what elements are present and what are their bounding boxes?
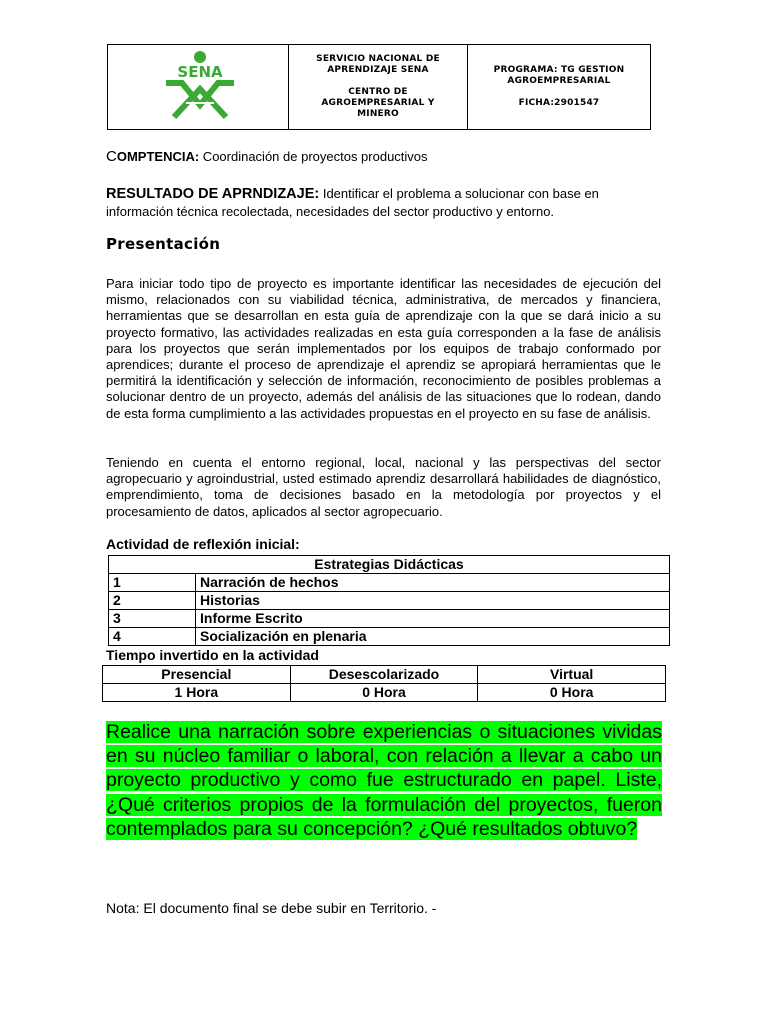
strategies-header: Estrategias Didácticas	[109, 556, 670, 574]
note-text: Nota: El documento final se debe subir en Territorio. -	[106, 900, 437, 916]
table-row	[109, 628, 670, 646]
time-value-presencial: 1 Hora	[103, 684, 291, 702]
institution-line-2: APRENDIZAJE SENA	[327, 65, 429, 75]
activity-title: Actividad de reflexión inicial:	[106, 536, 300, 552]
paragraph-1: Para iniciar todo tipo de proyecto es importante identificar las necesidades de ejecución del mismo, relacionados con su viabilidad técnica, administrativa, de mercados y financiera, herramientas que se desarrollan en esta guía de aprendizaje con la que se dará inicio a su proyecto formativo, las actividades realizadas en esta guía corresponden a la fase de análisis para los proyectos que serán implementados por los equipos de trabajo conformado por aprendices; durante el proceso de aprendizaje el aprendiz se apropiará herramientas que le permitirá la identificación y selección de información, reconocimiento de posibles problemas a solucionar dentro de un proyecto, además del análisis de las situaciones que lo rodean, dando de esta forma cumplimiento a las actividades propuestas en el proyecto en su fase de análisis.	[106, 276, 661, 421]
table-row	[109, 610, 670, 628]
table-row	[109, 574, 670, 592]
header-table	[107, 44, 651, 130]
time-title: Tiempo invertido en la actividad	[106, 647, 319, 663]
resultado-line	[106, 185, 666, 221]
sena-logo-icon	[160, 49, 240, 121]
program-cell	[468, 45, 651, 130]
strategy-name: Narración de hechos	[196, 574, 670, 592]
program-line-2: AGROEMPRESARIAL	[507, 76, 611, 86]
time-header-virtual: Virtual	[478, 666, 666, 684]
logo-text: SENA	[177, 63, 223, 81]
table-row	[103, 666, 666, 684]
strategy-number: 1	[109, 574, 196, 592]
ficha-number: FICHA:2901547	[518, 98, 600, 108]
competencia-line	[106, 148, 428, 165]
time-value-desescolarizado: 0 Hora	[290, 684, 478, 702]
time-table	[102, 665, 666, 702]
strategy-name: Historias	[196, 592, 670, 610]
logo-cell	[108, 45, 289, 130]
time-value-virtual: 0 Hora	[478, 684, 666, 702]
table-row	[109, 592, 670, 610]
time-header-desescolarizado: Desescolarizado	[290, 666, 478, 684]
strategy-number: 2	[109, 592, 196, 610]
table-row	[103, 684, 666, 702]
competencia-value: Coordinación de proyectos productivos	[199, 149, 428, 164]
instruction-text: Realice una narración sobre experiencias o situaciones vividas en su núcleo familiar o laboral, con relación a llevar a cabo un proyecto productivo y como fue estructurado en papel. Liste, ¿Qué criterios propios de la formulación del proyectos, fueron contemplados para su concepción? ¿Qué resultados obtuvo?	[106, 721, 662, 840]
instruction-block	[106, 720, 662, 841]
section-title: Presentación	[106, 235, 221, 253]
strategy-number: 4	[109, 628, 196, 646]
program-line-1: PROGRAMA: TG GESTION	[493, 65, 625, 75]
time-header-presencial: Presencial	[103, 666, 291, 684]
institution-cell	[289, 45, 468, 130]
competencia-label: OMPTENCIA:	[116, 149, 200, 164]
competencia-label-initial: C	[106, 148, 117, 165]
strategy-name: Informe Escrito	[196, 610, 670, 628]
resultado-value: Identificar el problema a solucionar con base en información técnica recolectada, necesidades del sector productivo y entorno.	[106, 186, 599, 219]
resultado-label: RESULTADO DE APRNDIZAJE:	[106, 186, 320, 202]
institution-line-1: SERVICIO NACIONAL DE	[316, 54, 440, 64]
strategy-number: 3	[109, 610, 196, 628]
strategies-table	[108, 555, 670, 646]
center-line-2: AGROEMPRESARIAL Y	[321, 98, 435, 108]
center-line-3: MINERO	[357, 109, 399, 119]
paragraph-2: Teniendo en cuenta el entorno regional, local, nacional y las perspectivas del sector agropecuario y agroindustrial, usted estimado aprendiz desarrollará habilidades de diagnóstico, emprendimiento, toma de decisiones basado en la metodología por proyectos y el procesamiento de datos, aplicados al sector agropecuario.	[106, 455, 661, 519]
center-line-1: CENTRO DE	[348, 87, 408, 97]
strategy-name: Socialización en plenaria	[196, 628, 670, 646]
